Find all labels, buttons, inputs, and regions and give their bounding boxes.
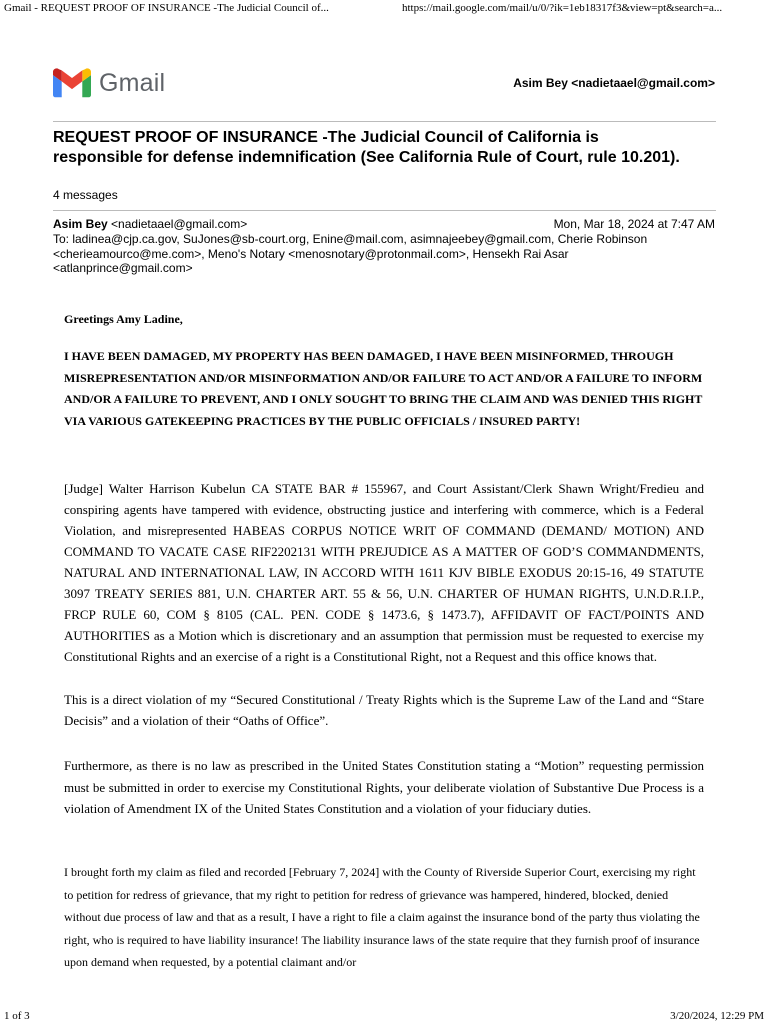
page-number: 1 of 3	[4, 1010, 30, 1022]
gmail-wordmark: Gmail	[99, 68, 166, 97]
print-page-title: Gmail - REQUEST PROOF OF INSURANCE -The Judicial Council of...	[4, 2, 329, 14]
divider	[53, 210, 716, 211]
email-subject: REQUEST PROOF OF INSURANCE -The Judicial Council of California is responsible for defense indemnification (See California Rule of Court, rule 10.201).	[53, 129, 680, 166]
sender	[53, 217, 247, 231]
account-label: Asim Bey <nadietaael@gmail.com>	[513, 76, 715, 90]
print-url: https://mail.google.com/mail/u/0/?ik=1eb18317f3&view=pt&search=a...	[402, 2, 723, 14]
gmail-logo[interactable]	[53, 66, 165, 100]
body-paragraph: Furthermore, as there is no law as prescribed in the United States Constitution stating a “Motion” requesting permission must be submitted in order to exercise my Constitutional Rights, your deliberate violation of Substantive Due Process is a violation of Amendment IX of the United States Constitution and a violation of your fiduciary duties.	[64, 758, 704, 816]
sender-name: Asim Bey	[53, 217, 108, 231]
print-footer	[0, 1010, 768, 1024]
message-date: Mon, Mar 18, 2024 at 7:47 AM	[553, 217, 715, 231]
body-paragraph: I brought forth my claim as filed and recorded [February 7, 2024] with the County of Riverside Superior Court, exercising my right to petition for redress of grievance, that my right to petition for redress of grievance was hampered, hindered, blocked, denied without due process of law and that as a result, I have a right to file a claim against the insurance bond of the party thus violating the right, who is required to have liability insurance! The liability insurance laws of the state require that they furnish proof of insurance upon demand when requested, by a potential claimant and/or	[64, 865, 700, 969]
sender-email: <nadietaael@gmail.com>	[111, 217, 248, 231]
gmail-m-icon	[53, 68, 91, 98]
greeting: Greetings Amy Ladine,	[64, 312, 183, 326]
message-count: 4 messages	[53, 188, 118, 202]
print-timestamp: 3/20/2024, 12:29 PM	[670, 1010, 764, 1022]
body-paragraph: [Judge] Walter Harrison Kubelun CA STATE BAR # 155967, and Court Assistant/Clerk Shawn Wright/Fredieu and conspiring agents have tampered with evidence, obstructing justice and interfering with commerce, which is a Federal Violation, and misrepresented HABEAS CORPUS NOTICE WRIT OF COMMAND (DEMAND/ MOTION) AND COMMAND TO VACATE CASE RIF2202131 WITH PREJUDICE AS A MATTER OF GOD’S COMMANDMENTS, NATURAL AND INTERNATIONAL LAW, IN ACCORD WITH 1611 KJV BIBLE EXODUS 20:15-16, 49 STATUTE 3097 TREATY SERIES 881, U.N. CHARTER ART. 55 & 56, U.N. CHARTER OF HUMAN RIGHTS, U.N.D.R.I.P., FRCP RULE 60, COM § 8105 (CAL. PEN. CODE § 1473.6, § 1473.7), AFFIDAVIT OF FACT/POINTS AND AUTHORITIES as a Motion which is discretionary and an assumption that permission must be requested to exercise my Constitutional Rights and an exercise of a right is a Constitutional Right, not a Request and this office knows that.	[64, 481, 704, 664]
damage-statement: I HAVE BEEN DAMAGED, MY PROPERTY HAS BEEN DAMAGED, I HAVE BEEN MISINFORMED, THROUGH MISREPRESENTATION AND/OR MISINFORMATION AND/OR FAILURE TO ACT AND/OR A FAILURE TO INFORM AND/OR A FAILURE TO PREVENT, AND I ONLY SOUGHT TO BRING THE CLAIM AND WAS DENIED THIS RIGHT VIA VARIOUS GATEKEEPING PRACTICES BY THE PUBLIC OFFICIALS / INSURED PARTY!	[64, 349, 703, 428]
print-header	[0, 0, 768, 18]
divider	[53, 121, 716, 122]
body-paragraph: This is a direct violation of my “Secured Constitutional / Treaty Rights which is the Supreme Law of the Land and “Stare Decisis” and a violation of their “Oaths of Office”.	[64, 692, 704, 728]
recipients: To: ladinea@cjp.ca.gov, SuJones@sb-court.org, Enine@mail.com, asimnajeebey@gmail.com, Cherie Robinson <cherieamourco@me.com>, Meno's Notary <menosnotary@protonmail.com>, Hensekh Rai Asar <atlanprince@gmail.com>	[53, 232, 648, 275]
